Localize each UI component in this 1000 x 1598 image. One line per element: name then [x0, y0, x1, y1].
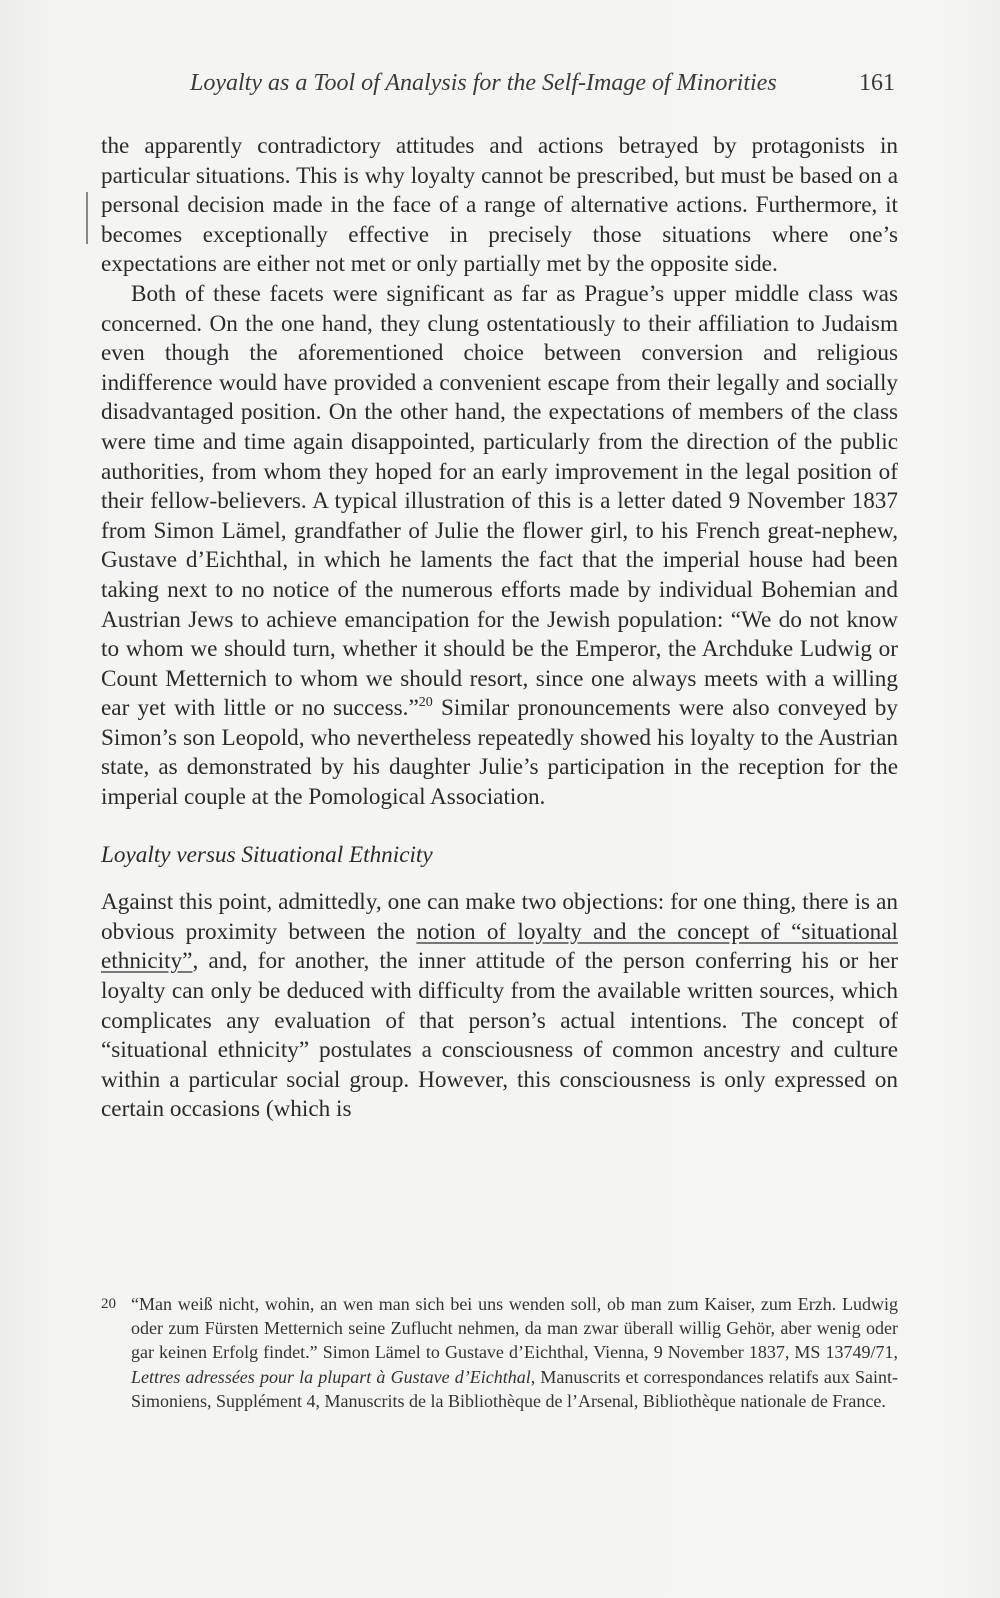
- running-title: Loyalty as a Tool of Analysis for the Self-Image of Minorities: [190, 70, 777, 96]
- running-header: [190, 70, 895, 104]
- paragraph-3-text-b: , and, for another, the inner attitude of the person conferring his or her loyalty can only be deduced with difficulty from the available written sources, which complicates any evaluation of that person’s actual intentions. The concept of “situational ethnicity” postulates a consciousness of common ancestry and culture within a particular social group. However, this consciousness is only expressed on certain occasions (which is: [101, 948, 898, 1123]
- paragraph-3-text-a: Against this point, admittedly, one can make two objections: for one thing, there is an obvious proximity between the: [101, 889, 898, 945]
- footnote-text: [101, 1292, 898, 1413]
- footnote-number: 20: [101, 1296, 116, 1312]
- section-subheading: Loyalty versus Situational Ethnicity: [101, 841, 433, 868]
- paragraph-2-text-a: Both of these facets were significant as far as Prague’s upper middle class was concerned. On the one hand, they clung ostentatiously to their affiliation to Judaism even though the aforementioned choice between conversion and religious indifference would have provided a convenient escape from their legally and socially disadvantaged position. On the other hand, the expectations of members of the class were time and time again disappointed, particularly from the direction of the public authorities, from whom they hoped for an early improvement in the legal position of their fellow-believers. A typical illustration of this is a letter dated 9 November 1837 from Simon Lämel, grandfather of Julie the flower girl, to his French great-nephew, Gustave d’Eichthal, in which he laments the fact that the imperial house had been taking next to no notice of the numerous efforts made by individual Bohemian and Austrian Jews to achieve emancipation for the Jewish population: “We do not know to whom we should turn, whether it should be the Emperor, the Archduke Ludwig or Count Metternich to whom we should resort, since one always meets with a willing ear yet with little or no success.”: [101, 280, 898, 722]
- footnote: [101, 1292, 898, 1413]
- footnote-text-a: “Man weiß nicht, wohin, an wen man sich bei uns wenden soll, ob man zum Kaiser, zum Erzh. Ludwig oder zum Fürsten Metternich seine Zuflucht nehmen, da man zwar überall willig Gehör, aber wenig oder gar keinen Erfolg findet.” Simon Lämel to Gustave d’Eichthal, Vienna, 9 November 1837, MS 13749/71,: [131, 1294, 898, 1363]
- paragraph-1: the apparently contradictory attitudes and actions betrayed by protagonists in particular situations. This is why loyalty cannot be prescribed, but must be based on a personal decision made in the face of a range of alternative actions. Furthermore, it becomes exceptionally effective in precisely those situations where one’s expectations are either not met or only partially met by the opposite side.: [101, 133, 898, 278]
- underlined-passage: notion of loyalty and the concept of “situational ethnicity”: [101, 918, 898, 975]
- paragraph-3: [101, 888, 898, 1125]
- margin-pencil-mark: [86, 192, 88, 244]
- paragraph-2-text-b: Similar pronouncements were also conveyed by Simon’s son Leopold, who nevertheless repeatedly showed his loyalty to the Austrian state, as demonstrated by his daughter Julie’s participation in the reception for the imperial couple at the Pomological Association.: [101, 695, 898, 811]
- page-number: 161: [859, 70, 895, 96]
- footnote-text-b: , Manuscrits et correspondances relatifs aux Saint-Simoniens, Supplément 4, Manuscrits de la Bibliothèque de l’Arsenal, Bibliothèque nationale de France.: [131, 1366, 898, 1411]
- paragraph-2: [101, 280, 898, 813]
- footnote-reference[interactable]: 20: [418, 695, 433, 711]
- body-text: [101, 132, 898, 1125]
- footnote-italic-title: Lettres adressées pour la plupart à Gustave d’Eichthal: [131, 1366, 531, 1387]
